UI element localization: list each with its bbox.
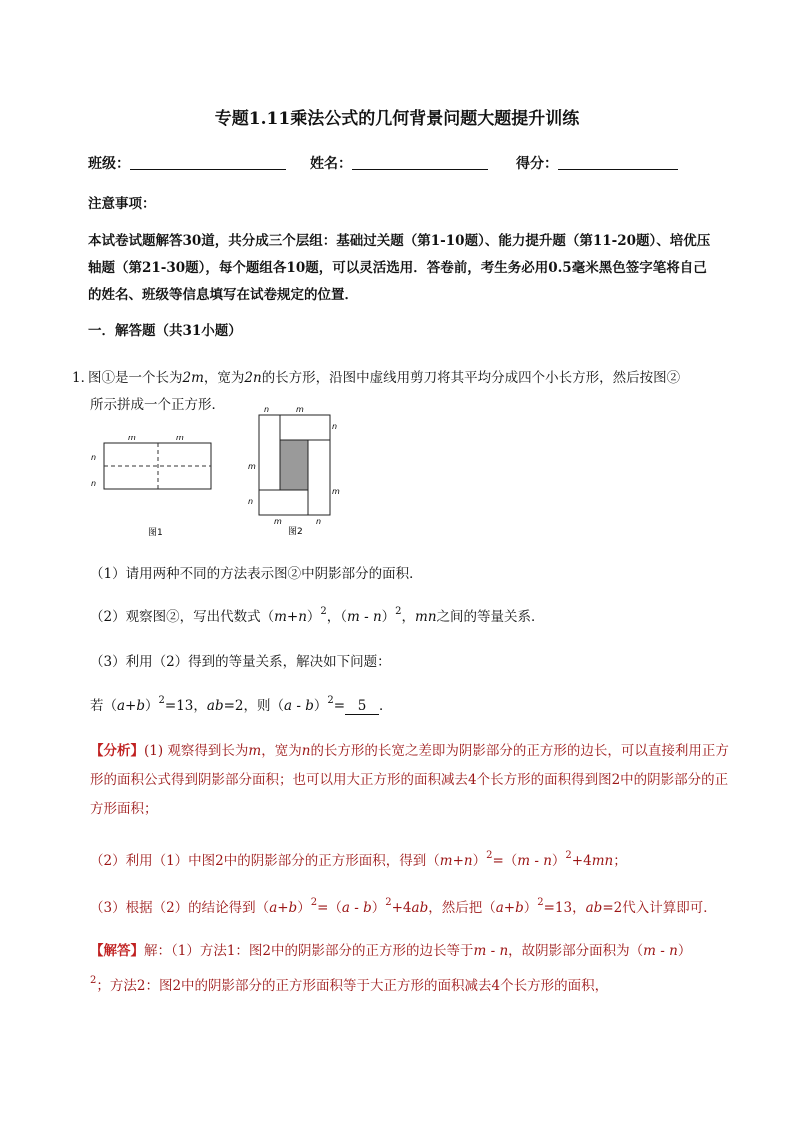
- label-n: n: [248, 497, 254, 506]
- score-label: 得分：: [516, 156, 558, 172]
- exponent: 2: [327, 695, 334, 706]
- part-text: ，: [401, 609, 416, 625]
- expr: m: [248, 743, 262, 759]
- exponent: 2: [90, 975, 97, 986]
- label-n: n: [316, 517, 322, 526]
- expr: m - n: [517, 853, 552, 869]
- expr: n: [301, 743, 311, 759]
- analysis-text: =（: [317, 900, 342, 916]
- analysis-text: (1) 观察得到长为: [144, 743, 249, 759]
- expr: a - b: [341, 900, 372, 916]
- label-n: n: [91, 453, 97, 462]
- expr: m - n: [643, 943, 678, 959]
- label-n: n: [264, 405, 270, 414]
- label-m: m: [296, 405, 304, 414]
- exponent: 2: [385, 897, 392, 908]
- student-info-row: [88, 153, 678, 173]
- exponent: 2: [310, 897, 318, 908]
- expr: m+n: [439, 853, 473, 869]
- score-blank[interactable]: [558, 153, 678, 170]
- label-m: m: [274, 517, 282, 526]
- class-blank[interactable]: [130, 153, 286, 170]
- solution-text: ；方法2：图2中的阴影部分的正方形面积等于大正方形的面积减去4个长方形的面积，: [96, 978, 609, 994]
- exponent: 2: [537, 897, 544, 908]
- solution-block: [90, 937, 730, 1001]
- analysis-line-2: [90, 849, 627, 869]
- part-text: 若（: [90, 698, 117, 714]
- question-1-stem: [72, 365, 732, 419]
- part-text: =13，: [164, 698, 207, 714]
- expr: a - b: [284, 698, 314, 714]
- exponent: 2: [158, 695, 165, 706]
- strip-left: [259, 415, 280, 490]
- stem-text: 所示拼成一个正方形．: [90, 397, 225, 413]
- document-title: 专题1.11乘法公式的几何背景问题大题提升训练: [214, 109, 580, 129]
- expr: mn: [591, 853, 614, 869]
- expr: ab: [411, 900, 429, 916]
- notice-heading: 注意事项：: [88, 196, 156, 212]
- analysis-text: +4: [571, 853, 592, 869]
- analysis-text: =2代入计算即可．: [602, 900, 717, 916]
- label-m: m: [128, 436, 136, 442]
- section-heading: 一．解答题（共31小题）: [88, 323, 242, 339]
- var-2n: 2n: [244, 370, 262, 386]
- var-2m: 2m: [182, 370, 204, 386]
- strip-bottom: [259, 490, 308, 515]
- analysis-text: ）: [551, 853, 566, 869]
- expr: m - n: [473, 943, 509, 959]
- analysis-text: =13，: [543, 900, 586, 916]
- figure-2: [244, 404, 344, 538]
- figure-1-caption: 图1: [148, 528, 163, 538]
- part-text: ）: [306, 609, 321, 625]
- class-label: 班级：: [88, 156, 130, 172]
- analysis-text: （2）利用（1）中图2中的阴影部分的正方形面积，得到（: [90, 853, 440, 869]
- part-text: ）: [381, 609, 396, 625]
- label-n: n: [91, 479, 97, 488]
- part-text: ）: [145, 698, 159, 714]
- exponent: 2: [320, 606, 327, 617]
- analysis-text: （3）根据（2）的结论得到（: [90, 900, 270, 916]
- solution-text: ）: [677, 943, 692, 959]
- expr: a+b: [495, 900, 524, 916]
- part-text: ．: [379, 698, 393, 714]
- analysis-text: ，宽为: [261, 743, 302, 759]
- notice-text: 本试卷试题解答30道，共分成三个层组：基础过关题（第1-10题）、能力提升题（第11-20题）、培优压轴题（第21-30题），每个题组各10题，可以灵活选用．答卷前，考生务必用0.5毫米黑色签字笔将自己的姓名、班级等信息填写在试卷规定的位置．: [88, 233, 711, 303]
- solution-tag: 【解答】: [90, 943, 144, 959]
- question-part-3-problem: [90, 694, 393, 715]
- question-number: 1．: [72, 370, 95, 386]
- analysis-text: 的长方形的长宽之差即为阴影部分的正方形的边长，可以直接利用正方形的面积公式得到阴影部分面积；也可以用大正方形的面积减去4个长方形的面积得到图2中的阴影部分的正方形面积；: [90, 743, 729, 817]
- analysis-tag: 【分析】: [90, 743, 144, 759]
- stem-text: ，宽为: [203, 370, 245, 386]
- part-text: =: [333, 698, 346, 714]
- label-m: m: [176, 436, 184, 442]
- part-text: =2，则（: [223, 698, 284, 714]
- figure-2-caption: 图2: [288, 527, 303, 537]
- label-n: n: [332, 422, 338, 431]
- expr: m - n: [347, 609, 382, 625]
- question-part-2: [90, 605, 545, 625]
- expr: ab: [206, 698, 224, 714]
- part-text: ）: [313, 698, 328, 714]
- solution-text: 解：（1）方法1：图2中的阴影部分的正方形的边长等于: [144, 943, 474, 959]
- figure-1: [86, 436, 216, 542]
- expr: m+n: [274, 609, 307, 625]
- expr: a+b: [117, 698, 146, 714]
- question-part-3: （3）利用（2）得到的等量关系，解决如下问题：: [90, 654, 391, 670]
- analysis-text: =（: [492, 853, 518, 869]
- stem-text: 的长方形，沿图中虚线用剪刀将其平均分成四个小长方形，然后按图②: [261, 370, 681, 386]
- strip-top: [280, 415, 330, 440]
- expr: a+b: [269, 900, 298, 916]
- analysis-line-3: [90, 896, 717, 916]
- stem-text: 图①是一个长为: [88, 370, 183, 386]
- part-text: ，（: [326, 609, 348, 625]
- answer-blank[interactable]: 5: [345, 698, 379, 715]
- part-text: （2）观察图②，写出代数式（: [90, 609, 275, 625]
- name-label: 姓名：: [310, 156, 352, 172]
- analysis-block: [90, 737, 730, 824]
- label-m: m: [332, 487, 340, 496]
- name-blank[interactable]: [352, 153, 488, 170]
- question-part-1: （1）请用两种不同的方法表示图②中阴影部分的面积．: [90, 566, 423, 582]
- analysis-text: ）: [472, 853, 487, 869]
- analysis-text: ）: [371, 900, 386, 916]
- exponent: 2: [565, 850, 572, 861]
- exponent: 2: [486, 850, 493, 861]
- expr: mn: [415, 609, 437, 625]
- part-text: 之间的等量关系．: [436, 609, 545, 625]
- analysis-text: ；: [613, 853, 627, 869]
- shaded-square: [280, 440, 308, 490]
- label-m: m: [248, 462, 256, 471]
- analysis-text: ）: [523, 900, 538, 916]
- expr: ab: [585, 900, 603, 916]
- analysis-text: +4: [391, 900, 412, 916]
- solution-text: ，故阴影部分面积为（: [508, 943, 644, 959]
- exponent: 2: [395, 606, 402, 617]
- strip-right: [308, 440, 330, 515]
- analysis-text: ，然后把（: [428, 900, 496, 916]
- analysis-text: ）: [297, 900, 311, 916]
